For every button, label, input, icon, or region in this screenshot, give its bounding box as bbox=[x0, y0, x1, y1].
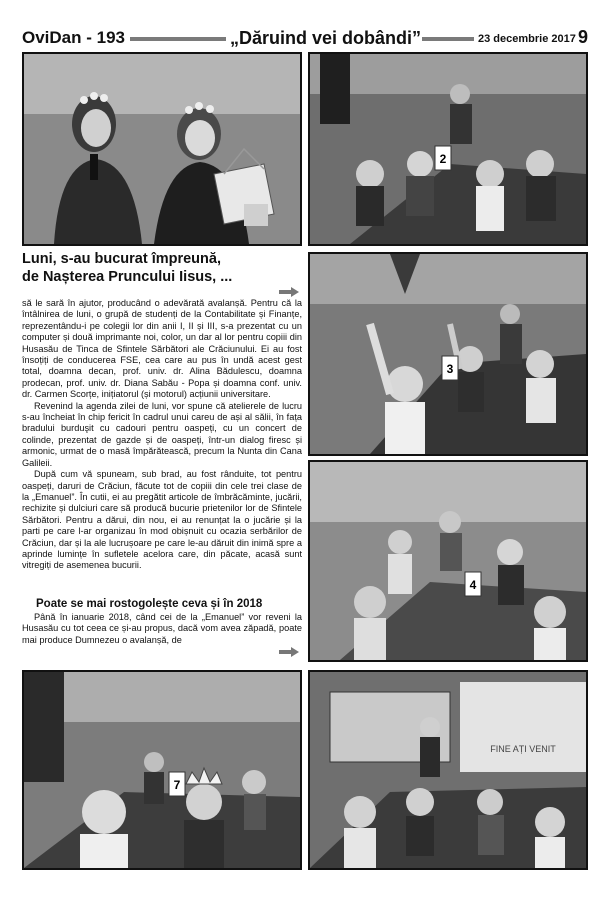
article-body bbox=[22, 298, 302, 572]
issue-date: 23 decembrie 2017 bbox=[478, 33, 576, 45]
page-header bbox=[22, 28, 588, 52]
photo-children-table-2 bbox=[308, 52, 588, 246]
body-paragraph: După cum vă spuneam, sub brad, au fost rânduite, tot pentru oaspeți, daruri de Crăciun, făcute tot de copiii din cele trei clase de la „Emanuel”. În cutii, ei au pregătit articole de îmbrăcăminte, jucării, rechizite și dulciuri care să producă bucurie prietenilor lor de Sfintele Sărbători. Pentru a dărui, din nou, ei au renunțat la o jucărie și la parti pe care l-ar organizau în mod obișnuit cu ocazia serbărilor de Crăciun, dar și la ale lucrușoare pe care le-au dăruit din inimă spre a aprinde lumințe în sufletele acelora care, din păcate, acasă sunt vitregiți de asemenea bucurii. bbox=[22, 469, 302, 571]
body-paragraph: să le sară în ajutor, producând o adevărată avalanșă. Pentru că la întâlnirea de luni, o grupă de studenți de la Contabilitate și Finanțe, reprezentându-i pe colegii lor din anii I, II și III, s-a prezentat cu un computer și două imprimante noi, color, un dar al lor pentru copiii din Husasău de Tinca de Sfintele Sărbători ale Crăciunului. Ei au fost însoțiți de conducerea FSE, cea care au pus în undă acest gest total, doamna decan, prof. univ. dr. Alina Bădulescu, doamna prodecan, prof. univ. dr. Diana Sabău - Popa și doamna conf. univ. dr. Carmen Scorțe, inițiatorul (și motorul) acțiunii universitare. bbox=[22, 298, 302, 400]
headline-line-1: Luni, s-au bucurat împreună, bbox=[22, 251, 221, 267]
article-headline bbox=[22, 250, 302, 286]
photo-children-raising-hands bbox=[308, 252, 588, 456]
article-subheading: Poate se mai rostogolește ceva și în 2018 bbox=[36, 598, 263, 610]
table-number-badge: 4 bbox=[469, 578, 477, 592]
table-number-badge: 3 bbox=[446, 362, 454, 376]
table-number-badge: 7 bbox=[173, 778, 181, 792]
headline-line-2: de Nașterea Pruncului Iisus, ... bbox=[22, 269, 233, 285]
page-number: 9 bbox=[577, 27, 588, 47]
photo-girls-with-tiaras bbox=[308, 460, 588, 662]
publication-name: OviDan - 193 bbox=[22, 28, 125, 47]
welcome-screen-text: FINE AȚI VENIT bbox=[490, 744, 556, 754]
continued-from-arrow-icon bbox=[279, 287, 299, 297]
table-number-badge: 2 bbox=[439, 152, 447, 166]
body-paragraph: Revenind la agenda zilei de luni, vor spune că atelierele de lucru s-au încheiat în chip fericit în cadrul unui careu de ași al sălii, în fața bradului burduşit cu cadouri pentru oaspeți, cu un concert de colinde, prezentat de gazde și de oaspeți, într-un dialog firesc și armonic, urmat de o masă împărătească, precum la Nunta din Cana Galileii. bbox=[22, 400, 302, 468]
closing-paragraph: Până în ianuarie 2018, când cei de la „Emanuel” vor reveni la Husasău cu tot ceea ce și-au propus, dacă vom avea zăpadă, poate mai produce Dumnezeu o avalanșă, de bbox=[22, 612, 302, 645]
section-title: „Dăruind vei dobândi” bbox=[230, 28, 422, 48]
header-rule-left bbox=[130, 37, 226, 41]
closing-paragraph-block bbox=[22, 612, 302, 646]
photo-hosts-with-microphone bbox=[22, 52, 302, 246]
photo-children-with-crowns bbox=[22, 670, 302, 870]
continued-arrow-icon bbox=[279, 647, 299, 657]
header-rule-right bbox=[422, 37, 474, 41]
photo-classroom-welcome-screen bbox=[308, 670, 588, 870]
